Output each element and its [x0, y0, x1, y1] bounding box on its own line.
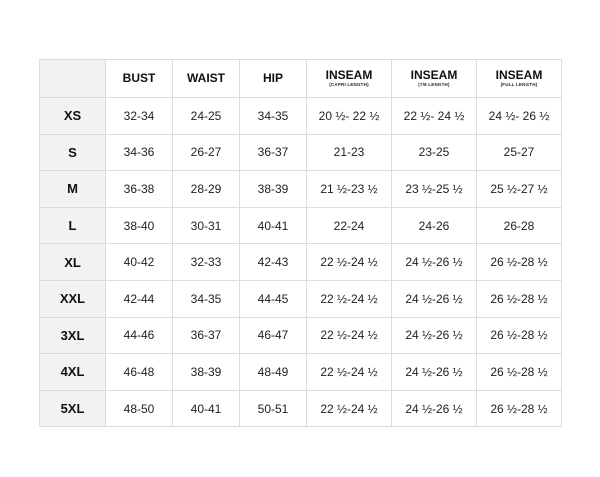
cell-bust: 34-36: [106, 134, 173, 171]
cell-inseam-capri: 22 ½-24 ½: [307, 317, 392, 354]
cell-inseam-7-8: 22 ½- 24 ½: [392, 98, 477, 135]
row-size-label: 3XL: [40, 317, 106, 354]
header-sub-capri: (CAPRI LENGTH): [329, 81, 369, 87]
cell-inseam-7-8: 24 ½-26 ½: [392, 280, 477, 317]
cell-inseam-7-8: 23 ½-25 ½: [392, 171, 477, 208]
table-row: [40, 171, 562, 208]
row-size-label: XL: [40, 244, 106, 281]
row-size-label: M: [40, 171, 106, 208]
cell-waist: 30-31: [173, 207, 240, 244]
cell-hip: 34-35: [240, 98, 307, 135]
cell-inseam-capri: 22 ½-24 ½: [307, 244, 392, 281]
cell-inseam-full: 26-28: [477, 207, 562, 244]
row-size-label: XS: [40, 98, 106, 135]
cell-hip: 42-43: [240, 244, 307, 281]
row-size-label: XXL: [40, 280, 106, 317]
cell-waist: 34-35: [173, 280, 240, 317]
table-row: [40, 390, 562, 427]
cell-inseam-capri: 22 ½-24 ½: [307, 280, 392, 317]
table-row: [40, 98, 562, 135]
cell-hip: 40-41: [240, 207, 307, 244]
cell-inseam-7-8: 24 ½-26 ½: [392, 390, 477, 427]
cell-waist: 40-41: [173, 390, 240, 427]
corner-cell: [40, 60, 106, 98]
row-size-label: 4XL: [40, 354, 106, 391]
cell-inseam-full: 26 ½-28 ½: [477, 354, 562, 391]
cell-waist: 28-29: [173, 171, 240, 208]
header-hip: HIP: [240, 60, 307, 98]
cell-hip: 36-37: [240, 134, 307, 171]
cell-bust: 44-46: [106, 317, 173, 354]
cell-waist: 26-27: [173, 134, 240, 171]
cell-inseam-7-8: 23-25: [392, 134, 477, 171]
cell-inseam-full: 25 ½-27 ½: [477, 171, 562, 208]
cell-inseam-full: 24 ½- 26 ½: [477, 98, 562, 135]
cell-inseam-capri: 22 ½-24 ½: [307, 390, 392, 427]
header-inseam-capri: INSEAM (CAPRI LENGTH): [307, 60, 392, 98]
header-bust: BUST: [106, 60, 173, 98]
cell-hip: 48-49: [240, 354, 307, 391]
cell-bust: 40-42: [106, 244, 173, 281]
row-size-label: S: [40, 134, 106, 171]
table-row: [40, 134, 562, 171]
table-row: [40, 354, 562, 391]
row-size-label: 5XL: [40, 390, 106, 427]
cell-hip: 50-51: [240, 390, 307, 427]
cell-bust: 36-38: [106, 171, 173, 208]
cell-bust: 32-34: [106, 98, 173, 135]
cell-bust: 38-40: [106, 207, 173, 244]
header-waist: WAIST: [173, 60, 240, 98]
cell-inseam-capri: 22 ½-24 ½: [307, 354, 392, 391]
header-inseam-7-8: INSEAM (7/8 LENGTH): [392, 60, 477, 98]
cell-waist: 38-39: [173, 354, 240, 391]
size-chart-table: [39, 59, 562, 427]
cell-inseam-7-8: 24 ½-26 ½: [392, 317, 477, 354]
header-sub-full: (FULL LENGTH): [500, 81, 538, 87]
table-row: [40, 317, 562, 354]
table-row: [40, 244, 562, 281]
row-size-label: L: [40, 207, 106, 244]
header-sub-7-8: (7/8 LENGTH): [418, 81, 450, 87]
table-row: [40, 207, 562, 244]
cell-inseam-7-8: 24-26: [392, 207, 477, 244]
cell-inseam-capri: 21-23: [307, 134, 392, 171]
cell-bust: 48-50: [106, 390, 173, 427]
cell-waist: 36-37: [173, 317, 240, 354]
cell-waist: 24-25: [173, 98, 240, 135]
cell-inseam-capri: 21 ½-23 ½: [307, 171, 392, 208]
cell-inseam-full: 26 ½-28 ½: [477, 390, 562, 427]
cell-inseam-7-8: 24 ½-26 ½: [392, 354, 477, 391]
header-row: [40, 60, 562, 98]
cell-inseam-capri: 22-24: [307, 207, 392, 244]
cell-inseam-capri: 20 ½- 22 ½: [307, 98, 392, 135]
header-inseam-full: INSEAM (FULL LENGTH): [477, 60, 562, 98]
cell-hip: 46-47: [240, 317, 307, 354]
cell-hip: 44-45: [240, 280, 307, 317]
cell-bust: 42-44: [106, 280, 173, 317]
table-row: [40, 280, 562, 317]
cell-waist: 32-33: [173, 244, 240, 281]
cell-inseam-full: 25-27: [477, 134, 562, 171]
cell-inseam-full: 26 ½-28 ½: [477, 280, 562, 317]
cell-inseam-full: 26 ½-28 ½: [477, 244, 562, 281]
cell-inseam-7-8: 24 ½-26 ½: [392, 244, 477, 281]
cell-hip: 38-39: [240, 171, 307, 208]
cell-bust: 46-48: [106, 354, 173, 391]
cell-inseam-full: 26 ½-28 ½: [477, 317, 562, 354]
